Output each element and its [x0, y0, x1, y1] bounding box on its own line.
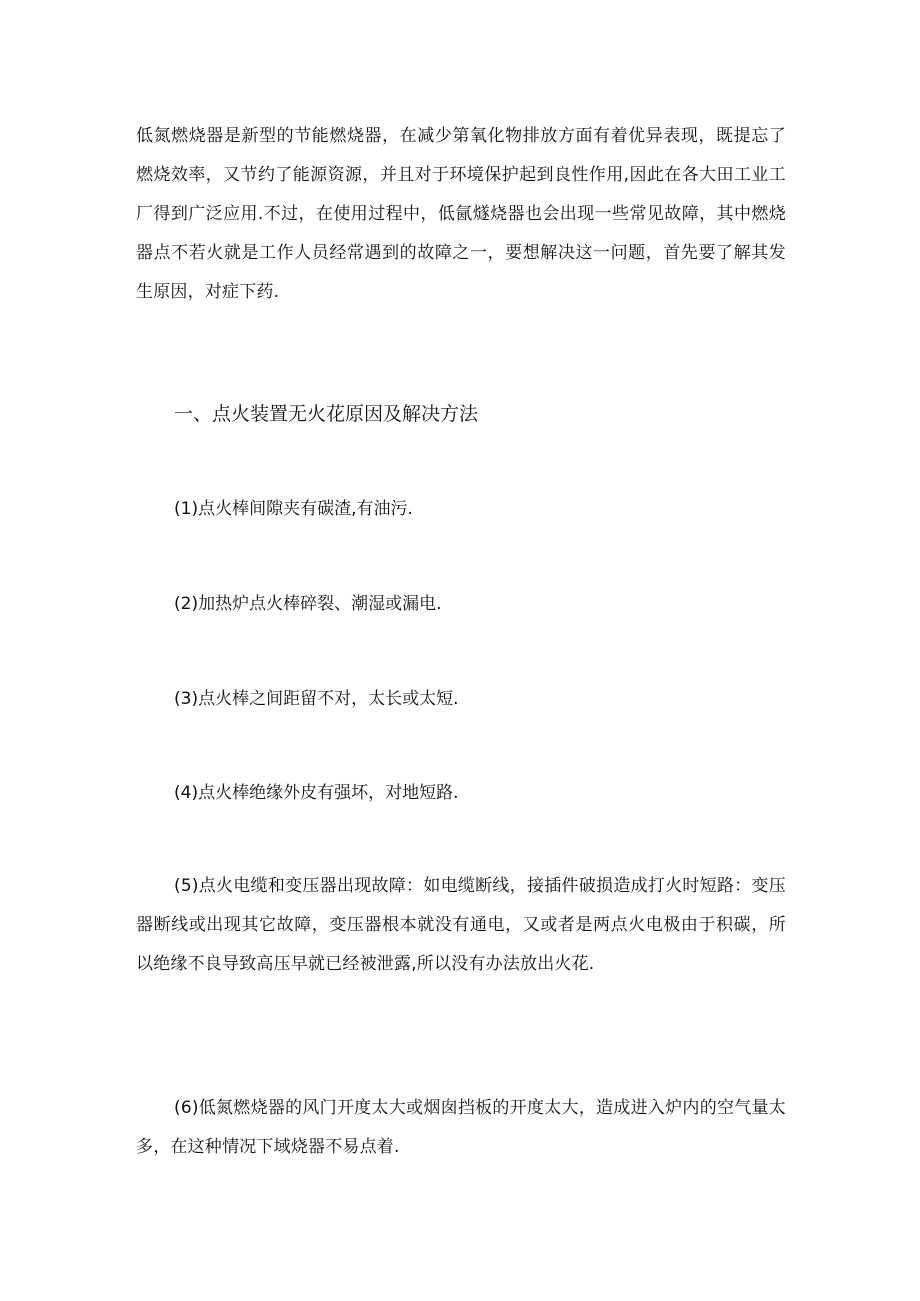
- list-item: (1)点火棒间隙夹有碳渣,有油污.: [174, 499, 413, 519]
- list-item: (3)点火棒之间距留不对，太长或太短.: [174, 689, 459, 709]
- section-heading: 一、点火装置无火花原因及解决方法: [174, 403, 479, 425]
- list-item: (4)点火棒绝缘外皮有强坏，对地短路.: [174, 783, 459, 803]
- list-item: (2)加热炉点火棒碎裂、潮湿或漏电.: [174, 594, 442, 614]
- list-item: (5)点火电缆和变压器出现故障：如电缆断线，接插件破损造成打火时短路：变压器断线或出现其它故障，变压器根本就没有通电，又或者是两点火电极由于积碳，所以绝缘不良导致高压早就已经被泄露,所以没有办法放出火花.: [136, 876, 786, 974]
- intro-paragraph: 低氮燃烧器是新型的节能燃烧器，在减少第氧化物排放方面有着优异表现，既提忘了燃烧效率，又节约了能源资源，并且对于环境保护起到良性作用,因此在各大田工业工厂得到广泛应用.不过，在使用过程中，低氤燧烧器也会出现一些常见故障，其中燃烧器点不若火就是工作人员经常遇到的故障之一，要想解决这一问题，首先要了解其发生原因，对症下药.: [136, 126, 786, 302]
- list-item: (6)低氮燃烧器的风门开度太大或烟囱挡板的开度太大，造成进入炉内的空气量太多，在这种情况下域烧器不易点着.: [136, 1098, 786, 1157]
